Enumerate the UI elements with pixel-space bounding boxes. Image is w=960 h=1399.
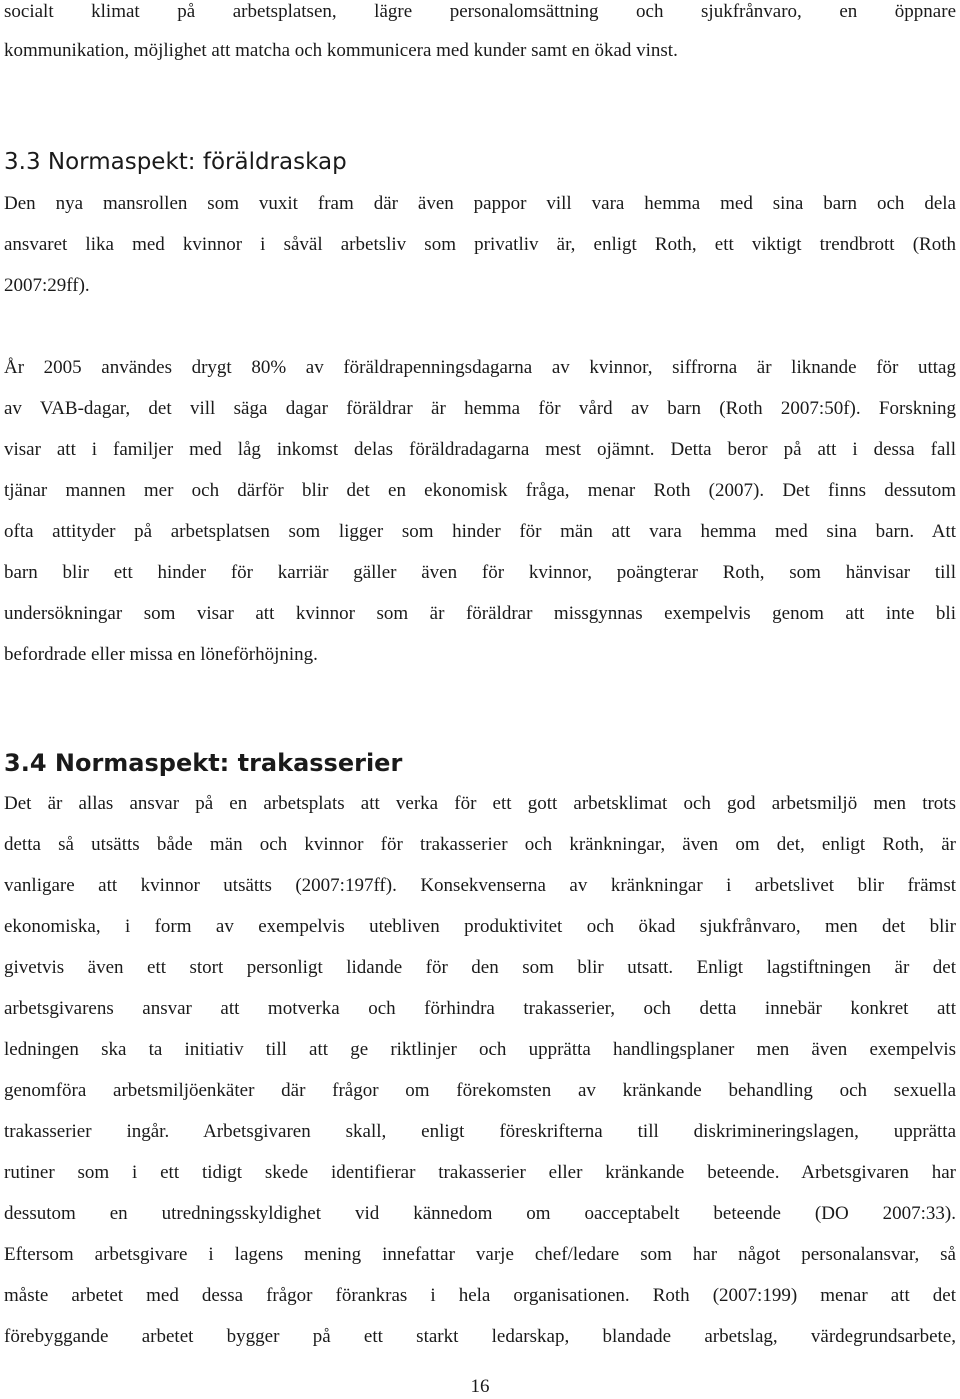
s34-line-4: ekonomiska, i form av exempelvis utebliven produktivitet och ökad sjukfrånvaro, men det blir bbox=[4, 916, 956, 937]
s34-line-13: måste arbetet med dessa frågor förankras i hela organisationen. Roth (2007:199) menar att det bbox=[4, 1285, 956, 1306]
s33-p1-line-3: 2007:29ff). bbox=[4, 275, 90, 296]
intro-line-1: socialt klimat på arbetsplatsen, lägre personalomsättning och sjukfrånvaro, en öppnare bbox=[4, 1, 956, 22]
s33-p1-line-1: Den nya mansrollen som vuxit fram där även pappor vill vara hemma med sina barn och dela bbox=[4, 193, 956, 214]
section-3-4-heading: 3.4 Normaspekt: trakasserier bbox=[4, 749, 403, 777]
s33-p2-line-5: ofta attityder på arbetsplatsen som ligger som hinder för män att vara hemma med sina barn. Att bbox=[4, 521, 956, 542]
s33-p2-line-1: År 2005 användes drygt 80% av föräldrapenningsdagarna av kvinnor, siffrorna är liknande för uttag bbox=[4, 357, 956, 378]
document-page bbox=[4, 0, 956, 1398]
s34-line-7: ledningen ska ta initiativ till att ge riktlinjer och upprätta handlingsplaner men även exempelvis bbox=[4, 1039, 956, 1060]
s34-line-10: rutiner som i ett tidigt skede identifierar trakasserier eller kränkande beteende. Arbetsgivaren har bbox=[4, 1162, 956, 1183]
s33-p1-line-2: ansvaret lika med kvinnor i såväl arbetsliv som privatliv är, enligt Roth, ett viktigt trendbrott (Roth bbox=[4, 234, 956, 255]
s33-p2-line-2: av VAB-dagar, det vill säga dagar föräldrar är hemma för vård av barn (Roth 2007:50f). Forskning bbox=[4, 398, 956, 419]
s34-line-6: arbetsgivarens ansvar att motverka och förhindra trakasserier, och detta innebär konkret att bbox=[4, 998, 956, 1019]
s33-p2-line-4: tjänar mannen mer och därför blir det en ekonomisk fråga, menar Roth (2007). Det finns dessutom bbox=[4, 480, 956, 501]
s34-line-9: trakasserier ingår. Arbetsgivaren skall, enligt föreskrifterna till diskrimineringslagen, upprätta bbox=[4, 1121, 956, 1142]
s34-line-2: detta så utsätts både män och kvinnor för trakasserier och kränkningar, även om det, enligt Roth, är bbox=[4, 834, 956, 855]
s33-p2-line-7: undersökningar som visar att kvinnor som är föräldrar missgynnas exempelvis genom att inte bli bbox=[4, 603, 956, 624]
section-3-3-heading: 3.3 Normaspekt: föräldraskap bbox=[4, 149, 347, 175]
s33-p2-line-6: barn blir ett hinder för karriär gäller även för kvinnor, poängterar Roth, som hänvisar till bbox=[4, 562, 956, 583]
s34-line-1: Det är allas ansvar på en arbetsplats att verka för ett gott arbetsklimat och god arbetsmiljö men trots bbox=[4, 793, 956, 814]
s34-line-12: Eftersom arbetsgivare i lagens mening innefattar varje chef/ledare som har något personalansvar, så bbox=[4, 1244, 956, 1265]
s34-line-3: vanligare att kvinnor utsätts (2007:197ff). Konsekvenserna av kränkningar i arbetslivet blir främst bbox=[4, 875, 956, 896]
intro-line-2: kommunikation, möjlighet att matcha och kommunicera med kunder samt en ökad vinst. bbox=[4, 40, 678, 61]
s33-p2-line-8: befordrade eller missa en löneförhöjning. bbox=[4, 644, 318, 665]
page-number: 16 bbox=[470, 1376, 490, 1397]
s34-line-8: genomföra arbetsmiljöenkäter där frågor om förekomsten av kränkande behandling och sexuella bbox=[4, 1080, 956, 1101]
s34-line-14: förebyggande arbetet bygger på ett starkt ledarskap, blandade arbetslag, värdegrundsarbete, bbox=[4, 1326, 956, 1347]
s33-p2-line-3: visar att i familjer med låg inkomst delas föräldradagarna mest ojämnt. Detta beror på att i dessa fall bbox=[4, 439, 956, 460]
s34-line-5: givetvis även ett stort personligt lidande för den som blir utsatt. Enligt lagstiftningen är det bbox=[4, 957, 956, 978]
s34-line-11: dessutom en utredningsskyldighet vid kännedom om oacceptabelt beteende (DO 2007:33). bbox=[4, 1203, 956, 1224]
